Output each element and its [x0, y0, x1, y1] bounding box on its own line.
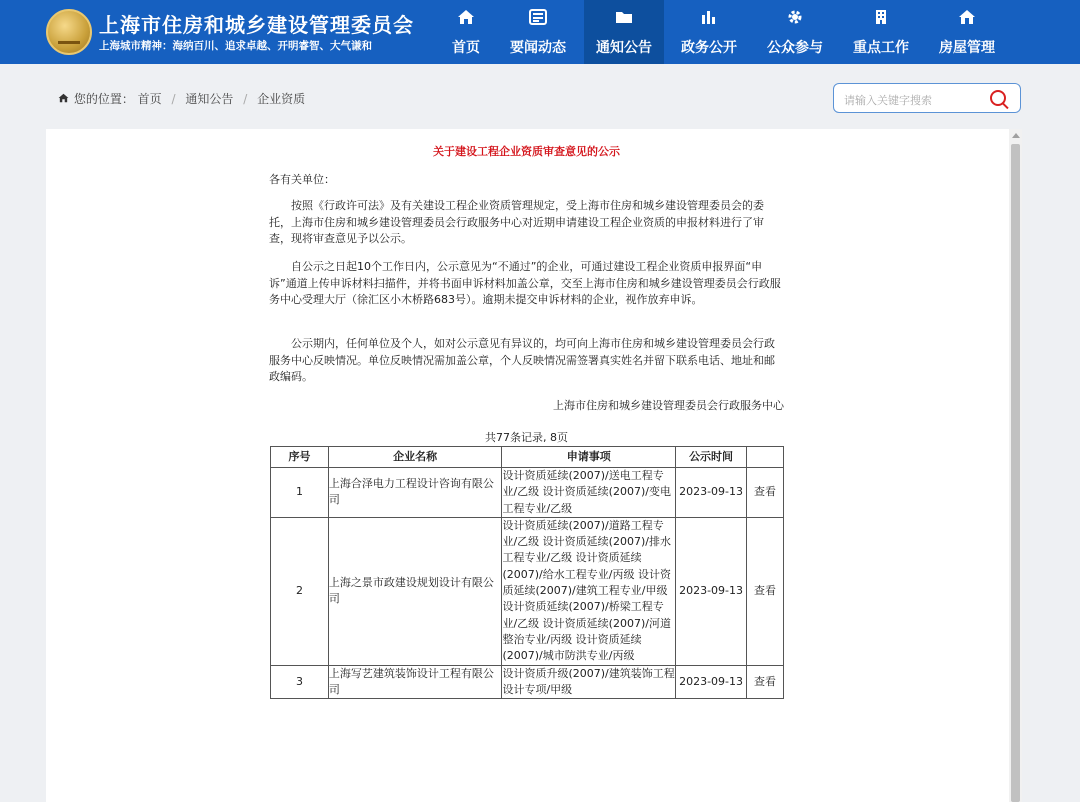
nav-notices[interactable]: [584, 0, 664, 64]
table-header-row: [271, 447, 784, 468]
breadcrumb-notices[interactable]: 通知公告: [185, 92, 234, 106]
nav-label: 政务公开: [681, 40, 737, 56]
nav-housing[interactable]: [927, 0, 1007, 64]
table-row: [271, 468, 784, 518]
view-link[interactable]: 查看: [747, 468, 784, 518]
row-no: 3: [271, 665, 329, 699]
scroll-up-arrow-icon[interactable]: [1012, 133, 1020, 138]
nav-label: 重点工作: [853, 40, 909, 56]
breadcrumb: [58, 90, 305, 107]
breadcrumb-qualification[interactable]: 企业资质: [257, 92, 306, 106]
emblem-mark: [58, 23, 80, 44]
col-action: [747, 447, 784, 468]
building-icon: [841, 9, 921, 30]
folder-icon: [584, 9, 664, 30]
content-panel: [46, 129, 1009, 802]
row-items: 设计资质升级(2007)/建筑装饰工程设计专项/甲级: [502, 665, 676, 699]
site-motto: 上海城市精神：海纳百川、追求卓越、开明睿智、大气谦和: [99, 40, 372, 52]
breadcrumb-separator: /: [171, 92, 176, 106]
row-company: 上海写艺建筑装饰设计工程有限公司: [328, 665, 502, 699]
article-paragraph: 自公示之日起10个工作日内，公示意见为“不通过”的企业，可通过建设工程企业资质申报界面“申诉”通道上传申诉材料扫描件，并将书面申诉材料加盖公章，交至上海市住房和城乡建设管理委员会行政服务中心受理大厅（徐汇区小木桥路683号）。逾期未提交申诉材料的企业，视作放弃申诉。: [269, 260, 781, 306]
row-no: 2: [271, 517, 329, 665]
nav-gov-affairs[interactable]: [669, 0, 749, 64]
nav-public-participation[interactable]: [755, 0, 835, 64]
row-items: 设计资质延续(2007)/道路工程专业/乙级 设计资质延续(2007)/排水工程专业/乙级 设计资质延续(2007)/给水工程专业/丙级 设计资质延续(2007)/建筑工程专业/甲级 设计资质延续(2007)/桥梁工程专业/乙级 设计资质延续(2007)/河道整治专业/丙级 设计资质延续(2007)/城市防洪专业/丙级: [502, 517, 676, 665]
col-no: 序号: [271, 447, 329, 468]
row-no: 1: [271, 468, 329, 518]
row-items: 设计资质延续(2007)/送电工程专业/乙级 设计资质延续(2007)/变电工程专业/乙级: [502, 468, 676, 518]
site-header: [0, 0, 1080, 64]
view-link[interactable]: 查看: [747, 665, 784, 699]
nav-label: 房屋管理: [939, 40, 995, 56]
news-icon: [498, 9, 578, 30]
row-date: 2023-09-13: [676, 468, 747, 518]
article-greeting: 各有关单位：: [269, 173, 335, 186]
nav-key-work[interactable]: [841, 0, 921, 64]
article-paragraph: 按照《行政许可法》及有关建设工程企业资质管理规定，受上海市住房和城乡建设管理委员会的委托，上海市住房和城乡建设管理委员会行政服务中心对近期申请建设工程企业资质的申报材料进行了审查，现将审查意见予以公示。: [269, 199, 764, 245]
search-input[interactable]: [842, 90, 986, 110]
search-box: [833, 83, 1021, 113]
col-company: 企业名称: [328, 447, 502, 468]
view-link[interactable]: 查看: [747, 517, 784, 665]
scroll-thumb[interactable]: [1011, 144, 1020, 802]
search-icon[interactable]: [990, 90, 1006, 106]
article-signature: 上海市住房和城乡建设管理委员会行政服务中心: [553, 399, 784, 412]
gear-icon: [755, 9, 835, 30]
table-row: [271, 517, 784, 665]
nav-news[interactable]: [498, 0, 578, 64]
emblem-logo[interactable]: [46, 9, 92, 55]
article-title: 关于建设工程企业资质审查意见的公示: [433, 145, 620, 158]
nav-label: 首页: [452, 40, 480, 56]
row-date: 2023-09-13: [676, 517, 747, 665]
chart-icon: [669, 9, 749, 30]
qualification-table: [270, 446, 784, 699]
nav-label: 通知公告: [596, 40, 652, 56]
site-title[interactable]: 上海市住房和城乡建设管理委员会: [99, 13, 414, 37]
scrollbar[interactable]: [1009, 129, 1022, 802]
row-company: 上海合泽电力工程设计咨询有限公司: [328, 468, 502, 518]
row-date: 2023-09-13: [676, 665, 747, 699]
home-icon: [426, 9, 506, 30]
breadcrumb-separator: /: [243, 92, 248, 106]
home-icon: [58, 93, 70, 106]
col-items: 申请事项: [502, 447, 676, 468]
nav-home[interactable]: [426, 0, 506, 64]
house-icon: [927, 9, 1007, 30]
article-paragraph: 公示期内，任何单位及个人，如对公示意见有异议的，均可向上海市住房和城乡建设管理委员会行政服务中心反映情况。单位反映情况需加盖公章，个人反映情况需签署真实姓名并留下联系电话、地址和邮政编码。: [269, 337, 775, 383]
nav-label: 要闻动态: [510, 40, 566, 56]
table-row: [271, 665, 784, 699]
breadcrumb-prefix: 您的位置：: [73, 92, 134, 106]
col-date: 公示时间: [676, 447, 747, 468]
breadcrumb-home[interactable]: 首页: [137, 92, 162, 106]
record-count: 共77条记录, 8页: [485, 431, 568, 444]
nav-label: 公众参与: [767, 40, 823, 56]
row-company: 上海之景市政建设规划设计有限公司: [328, 517, 502, 665]
